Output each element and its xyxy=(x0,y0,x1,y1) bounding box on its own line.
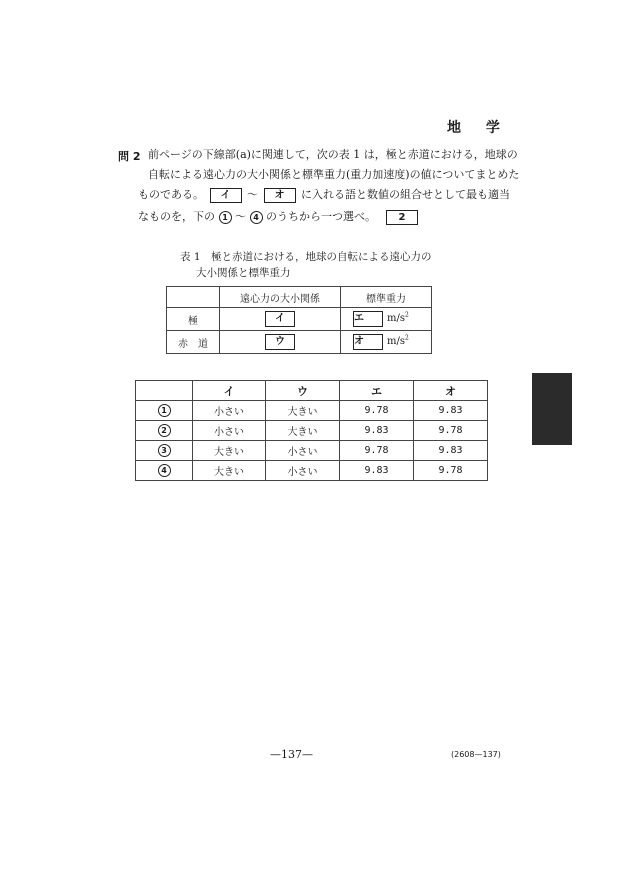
choices-header-i: イ xyxy=(193,381,266,401)
circled-number-1-icon: 1 xyxy=(219,211,232,224)
question-line-3 xyxy=(138,188,510,203)
question-line-4 xyxy=(138,210,420,225)
choice-cell: 大きい xyxy=(193,441,266,461)
table1-caption-line-2: 大小関係と標準重力 xyxy=(196,267,291,279)
table1-header-centrifugal: 遠心力の大小関係 xyxy=(220,287,341,308)
choice-cell: 大きい xyxy=(266,421,340,441)
section-tab-marker xyxy=(532,373,572,445)
choice-cell: 9.83 xyxy=(340,461,414,481)
choices-header-u: ウ xyxy=(266,381,340,401)
blank-box-e: エ xyxy=(353,311,383,327)
choice-cell: 9.83 xyxy=(414,441,488,461)
choices-header-e: エ xyxy=(340,381,414,401)
choice-row-4 xyxy=(136,461,488,481)
blank-box-i: イ xyxy=(265,311,295,327)
question-line-3-pre: ものである。 xyxy=(138,188,204,201)
choice-cell: 小さい xyxy=(193,421,266,441)
question-line-4-pre: なものを，下の xyxy=(138,210,215,223)
choice-cell: 小さい xyxy=(266,461,340,481)
answer-choices-table xyxy=(135,380,488,481)
choices-corner-cell xyxy=(136,381,193,401)
choice-cell: 9.78 xyxy=(340,401,414,421)
blank-box-o: オ xyxy=(264,188,296,203)
table1-header-gravity: 標準重力 xyxy=(341,287,432,308)
question-line-1: 前ページの下線部(a)に関連して，次の表 1 は，極と赤道における，地球の xyxy=(148,148,518,161)
blank-box-i: イ xyxy=(210,188,242,203)
tilde-symbol: 〜 xyxy=(247,188,258,201)
table1-caption-line-1: 表 1 極と赤道における，地球の自転による遠心力の xyxy=(180,251,432,263)
table1 xyxy=(166,286,432,354)
choice-cell: 9.78 xyxy=(414,421,488,441)
subject-header: 地 学 xyxy=(447,120,510,136)
circled-number-1-icon: 1 xyxy=(158,404,171,417)
choices-header-o: オ xyxy=(414,381,488,401)
question-line-2: 自転による遠心力の大小関係と標準重力(重力加速度)の値についてまとめた xyxy=(148,168,520,181)
choice-row-2 xyxy=(136,421,488,441)
choice-cell: 大きい xyxy=(193,461,266,481)
question-line-3-post: に入れる語と数値の組合せとして最も適当 xyxy=(301,188,510,201)
choice-cell: 小さい xyxy=(266,441,340,461)
question-label: 問 2 xyxy=(118,150,141,163)
choice-row-1 xyxy=(136,401,488,421)
blank-box-u: ウ xyxy=(265,334,295,350)
table1-corner-cell xyxy=(167,287,220,308)
choice-cell: 9.83 xyxy=(414,401,488,421)
choice-cell: 大きい xyxy=(266,401,340,421)
choice-cell: 9.78 xyxy=(414,461,488,481)
question-line-4-post: のうちから一つ選べ。 xyxy=(266,210,376,223)
page-code: (2608—137) xyxy=(451,750,501,759)
blank-box-o: オ xyxy=(353,334,383,350)
unit-label: $m/s^2$ xyxy=(387,334,409,347)
circled-number-2-icon: 2 xyxy=(158,424,171,437)
choice-cell: 9.78 xyxy=(340,441,414,461)
circled-number-3-icon: 3 xyxy=(158,444,171,457)
circled-number-4-icon: 4 xyxy=(250,211,263,224)
table1-row-pole xyxy=(167,308,432,331)
table1-row-equator xyxy=(167,331,432,354)
circled-number-4-icon: 4 xyxy=(158,464,171,477)
choice-cell: 9.83 xyxy=(340,421,414,441)
answer-box: 2 xyxy=(386,210,419,225)
page-number: —137— xyxy=(270,748,313,761)
range-tilde: 〜 xyxy=(235,210,246,223)
choice-row-3 xyxy=(136,441,488,461)
choice-cell: 小さい xyxy=(193,401,266,421)
unit-label: $m/s^2$ xyxy=(387,311,409,324)
table1-row-label: 赤 道 xyxy=(167,331,220,354)
table1-row-label: 極 xyxy=(167,308,220,331)
